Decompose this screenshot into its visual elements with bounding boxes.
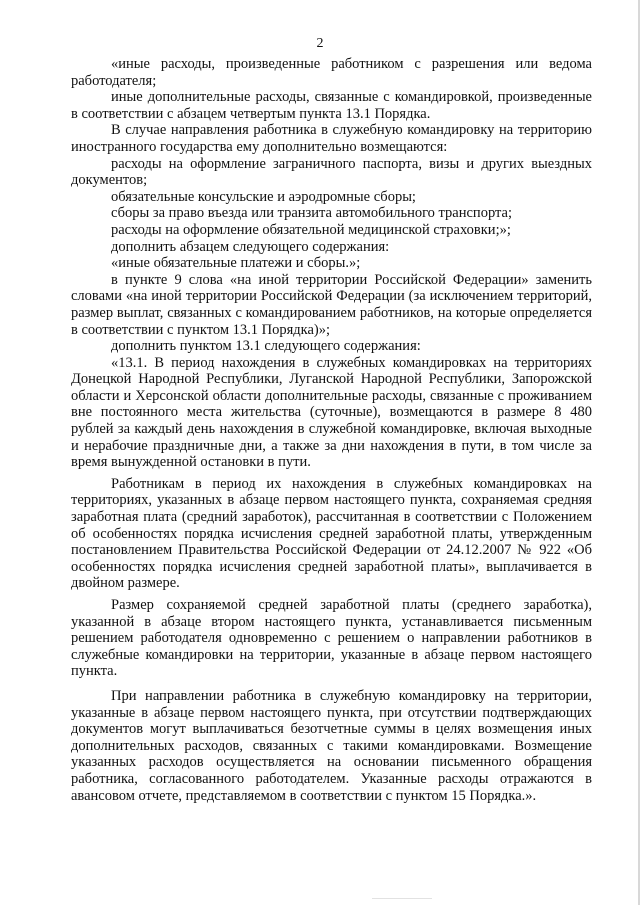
paragraph-13: Работникам в период их нахождения в служебных командировках на территориях, указанных в абзаце первом настоящего пункта, сохраняемая средняя заработная плата (средний заработок), рассчитанная в соответствии с Положением об особенностях порядка исчисления средней заработной платы, утвержденным постановлением Правительства Российской Федерации от 24.12.2007 № 922 «Об особенностях порядка исчисления средней заработной платы», выплачивается в двойном размере. (71, 475, 592, 592)
paragraph-5: обязательные консульские и аэродромные сборы; (111, 188, 416, 205)
paragraph-14: Размер сохраняемой средней заработной платы (среднего заработка), указанной в абзаце втором настоящего пункта, устанавливается письменным решением работодателя одновременно с решением о направлении работников в служебные командировки на территории, указанные в абзаце первом настоящего пункта. (71, 597, 592, 680)
paragraph-10: в пункте 9 слова «на иной территории Российской Федерации» заменить словами «на иной территории Российской Федерации (за исключением территорий, размер выплат, связанных с командированием работников, на которые определяется в соответствии с пунктом 13.1 Порядка)»; (71, 271, 592, 338)
paragraph-3: В случае направления работника в служебную командировку на территорию иностранного государства ему дополнительно возмещаются: (71, 122, 592, 155)
paragraph-7: расходы на оформление обязательной медицинской страховки;»; (111, 221, 511, 238)
paragraph-12: «13.1. В период нахождения в служебных командировках на территориях Донецкой Народной Республики, Луганской Народной Республики, Запорожской области и Херсонской области дополнительные расходы, связанные с проживанием вне постоянного места жительства (суточные), возмещаются в размере 8 480 рублей за каждый день нахождения в служебной командировке, включая выходные и нерабочие праздничные дни, а также за дни нахождения в пути, в том числе за время вынужденной остановки в пути. (71, 354, 592, 471)
paragraph-1: «иные расходы, произведенные работником с разрешения или ведома работодателя; (71, 56, 592, 89)
paragraph-6: сборы за право въезда или транзита автомобильного транспорта; (111, 205, 512, 222)
document-body (71, 56, 592, 804)
paragraph-4: расходы на оформление заграничного паспорта, визы и других выездных документов; (71, 155, 592, 189)
page-number: 2 (316, 36, 324, 51)
scan-mark (372, 898, 432, 899)
paragraph-9: «иные обязательные платежи и сборы.»; (111, 255, 361, 272)
paragraph-2: иные дополнительные расходы, связанные с командировкой, произведенные в соответствии с абзацем четвертым пункта 13.1 Порядка. (71, 89, 592, 122)
paragraph-15: При направлении работника в служебную командировку на территории, указанные в абзаце первом настоящего пункта, при отсутствии подтверждающих документов могут выплачиваться безотчетные суммы в целях возмещения иных дополнительных расходов, связанных с такими командировками. Возмещение указанных расходов осуществляется на основании письменного обращения работника, согласованного работодателем. Указанные расходы отражаются в авансовом отчете, представляемом в соответствии с пунктом 15 Порядка.». (71, 687, 592, 804)
paragraph-8: дополнить абзацем следующего содержания: (111, 238, 390, 255)
paragraph-11: дополнить пунктом 13.1 следующего содержания: (111, 338, 421, 355)
